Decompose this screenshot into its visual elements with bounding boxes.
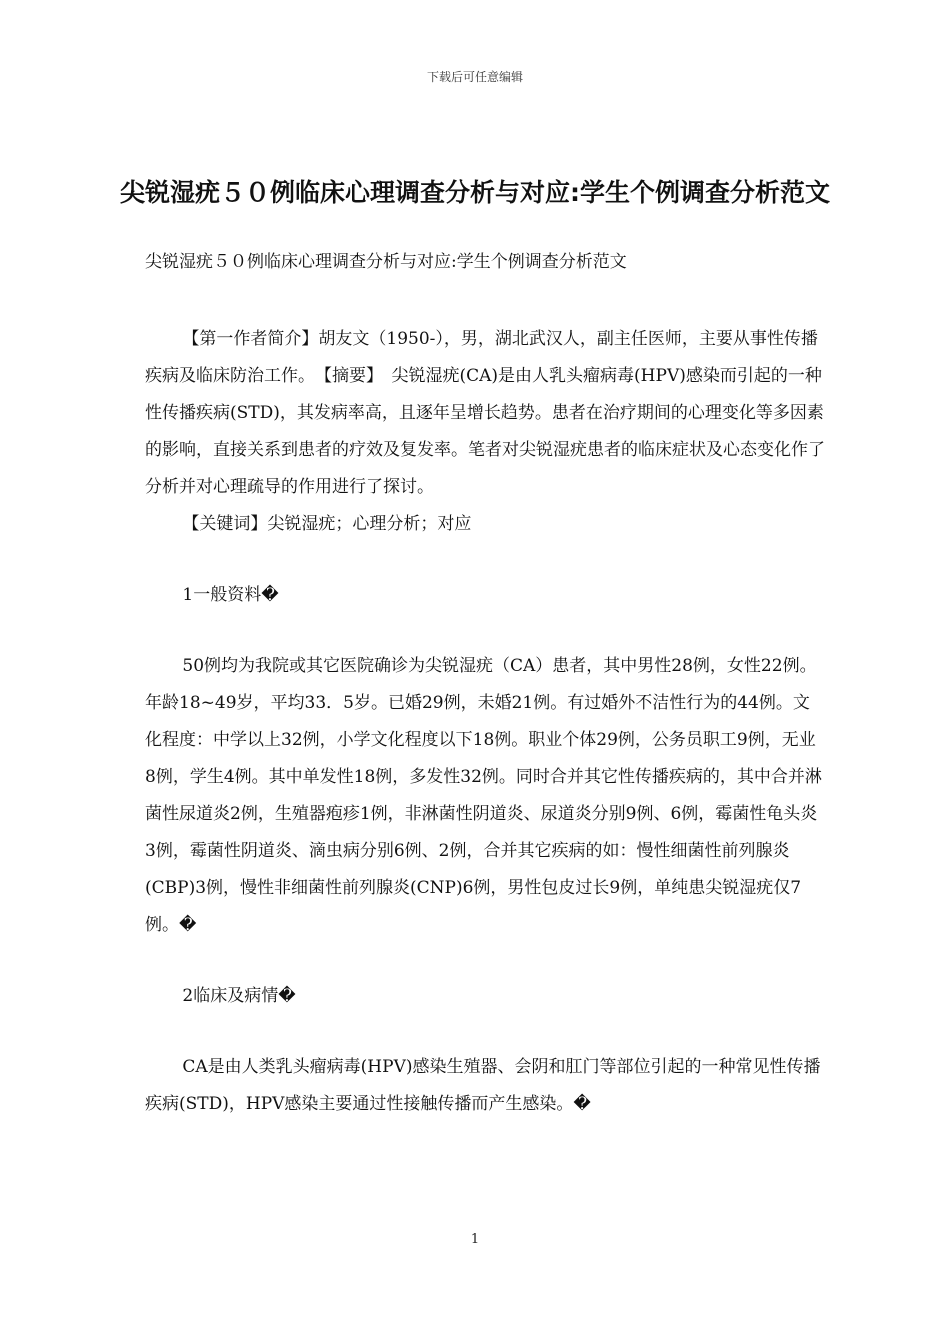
keywords-paragraph: 【关键词】尖锐湿疣；心理分析；对应: [182, 514, 472, 534]
spacer: [145, 614, 825, 648]
document-subtitle: 尖锐湿疣５０例临床心理调查分析与对应:学生个例调查分析范文: [145, 252, 627, 272]
document-title: 尖锐湿疣５０例临床心理调查分析与对应:学生个例调查分析范文: [119, 177, 830, 207]
section-1-heading: 1一般资料�: [182, 585, 279, 605]
header-note: 下载后可任意编辑: [426, 70, 523, 84]
section-2-heading: 2临床及病情�: [182, 986, 296, 1006]
spacer: [145, 281, 825, 321]
spacer: [145, 543, 825, 577]
page-number: 1: [470, 1232, 480, 1247]
document-body: [145, 244, 825, 1123]
section-2-body: CA是由人类乳头瘤病毒(HPV)感染生殖器、会阴和肛门等部位引起的一种常见性传播疾病(STD)，HPV感染主要通过性接触传播而产生感染。�: [145, 1057, 821, 1114]
spacer: [145, 944, 825, 978]
spacer: [145, 1015, 825, 1049]
author-abstract-paragraph: 【第一作者简介】胡友文（1950-），男，湖北武汉人，副主任医师，主要从事性传播疾病及临床防治工作。 【摘要】 尖锐湿疣(CA)是由人乳头瘤病毒(HPV)感染而引起的一种性传播疾病(STD)，其发病率高，且逐年呈增长趋势。患者在治疗期间的心理变化等多因素的影响，直接关系到患者的疗效及复发率。笔者对尖锐湿疣患者的临床症状及心态变化作了分析并对心理疏导的作用进行了探讨。: [145, 329, 825, 497]
section-1-body: 50例均为我院或其它医院确诊为尖锐湿疣（CA）患者，其中男性28例，女性22例。年龄18~49岁，平均33．5岁。已婚29例，未婚21例。有过婚外不洁性行为的44例。文化程度：中学以上32例，小学文化程度以下18例。职业个体29例，公务员职工9例，无业8例，学生4例。其中单发性18例，多发性32例。同时合并其它性传播疾病的，其中合并淋菌性尿道炎2例，生殖器疱疹1例，非淋菌性阴道炎、尿道炎分别9例、6例，霉菌性龟头炎3例，霉菌性阴道炎、滴虫病分别6例、2例，合并其它疾病的如：慢性细菌性前列腺炎(CBP)3例，慢性非细菌性前列腺炎(CNP)6例，男性包皮过长9例，单纯患尖锐湿疣仅7例。�: [145, 656, 822, 935]
